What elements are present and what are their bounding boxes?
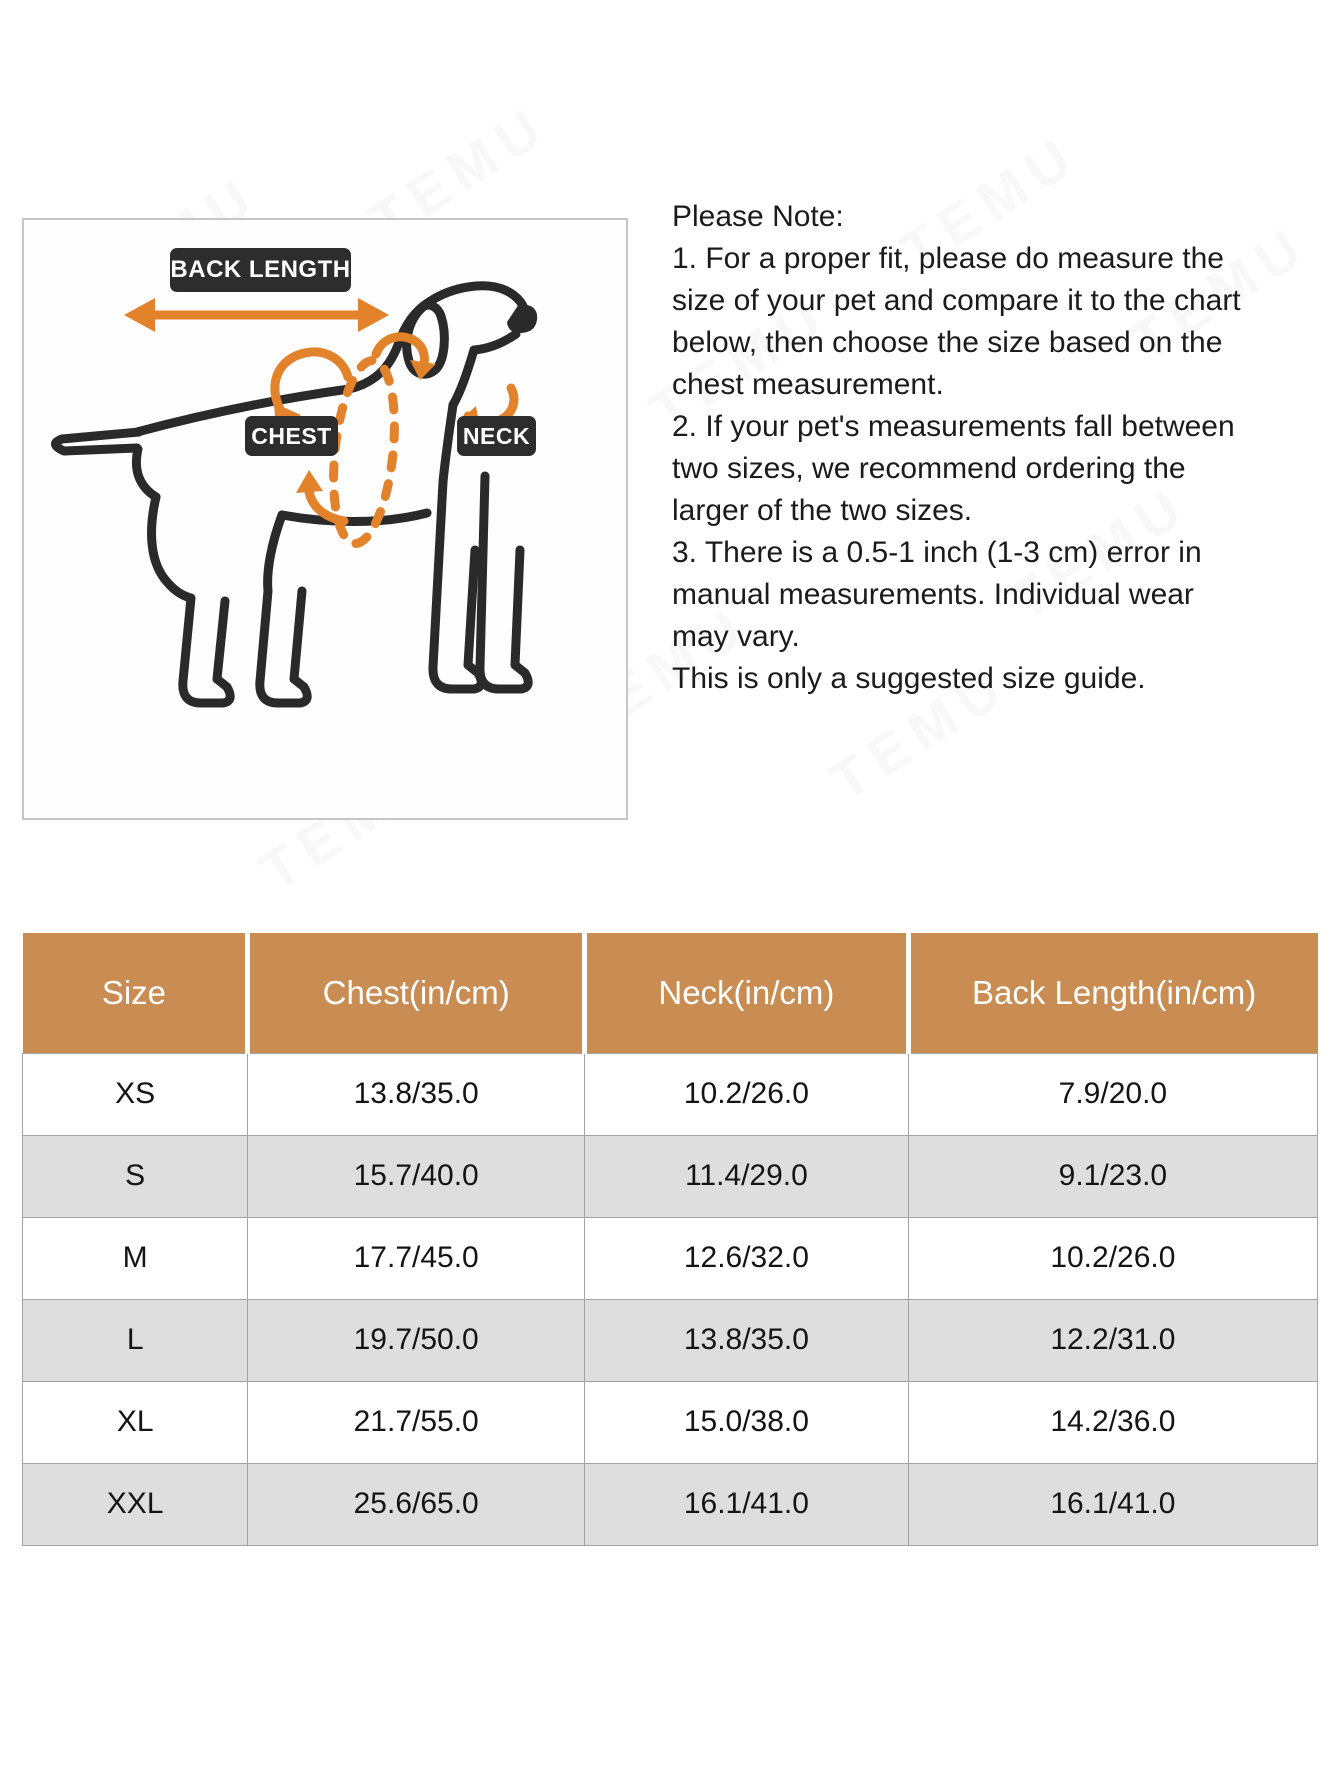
column-header: Back Length(in/cm) [908,933,1317,1053]
table-cell: XS [23,1053,248,1135]
column-header: Chest(in/cm) [248,933,585,1053]
table-cell: 21.7/55.0 [248,1381,585,1463]
dog-line-art [24,220,626,818]
table-cell: L [23,1299,248,1381]
table-cell: 13.8/35.0 [248,1053,585,1135]
table-row [23,1381,1318,1463]
dog-jaw [474,334,516,350]
table-row [23,1299,1318,1381]
chest-up-arrowhead [296,470,323,493]
table-row [23,1217,1318,1299]
dog-measurement-diagram [22,218,628,820]
note-line: may vary. [672,620,800,653]
back-length-arrowhead-right [358,298,389,332]
note-line: manual measurements. Individual wear [672,578,1194,611]
column-header: Size [23,933,248,1053]
table-cell: 12.2/31.0 [908,1299,1317,1381]
table-cell: 25.6/65.0 [248,1463,585,1545]
table-cell: 13.8/35.0 [585,1299,909,1381]
dog-front-leg-far [480,476,528,689]
note-line: larger of the two sizes. [672,494,973,527]
column-header: Neck(in/cm) [585,933,909,1053]
dog-chest-front [443,405,453,482]
table-cell: 16.1/41.0 [585,1463,909,1545]
table-cell: 12.6/32.0 [585,1217,909,1299]
table-cell: S [23,1135,248,1217]
note-line: 2. If your pet's measurements fall between [672,410,1235,443]
size-table-body [23,1053,1318,1545]
dog-throat [453,350,474,405]
chest-label-badge: CHEST [245,416,338,456]
table-row [23,1463,1318,1545]
table-cell: M [23,1217,248,1299]
table-cell: 7.9/20.0 [908,1053,1317,1135]
note-line: This is only a suggested size guide. [672,662,1146,695]
table-cell: 15.0/38.0 [585,1381,909,1463]
note-line: 1. For a proper fit, please do measure the [672,242,1224,275]
back-length-label-badge: BACK LENGTH [170,248,351,292]
dog-hind-leg-far [152,497,231,703]
size-table-header [23,933,1318,1053]
neck-label-badge: NECK [457,416,536,456]
table-row [23,1135,1318,1217]
table-cell: 17.7/45.0 [248,1217,585,1299]
table-cell: XL [23,1381,248,1463]
dog-front-leg-near [433,482,481,689]
table-cell: XXL [23,1463,248,1545]
table-cell: 16.1/41.0 [908,1463,1317,1545]
note-line: two sizes, we recommend ordering the [672,452,1186,485]
dog-nose [507,304,537,333]
table-cell: 10.2/26.0 [585,1053,909,1135]
dog-rump [136,449,156,497]
note-line: size of your pet and compare it to the chart [672,284,1241,317]
table-cell: 14.2/36.0 [908,1381,1317,1463]
note-line: below, then choose the size based on the [672,326,1223,359]
note-text [672,196,1252,700]
size-table [22,933,1318,1546]
table-row [23,1053,1318,1135]
size-table-section [22,933,1318,1546]
table-cell: 11.4/29.0 [585,1135,909,1217]
dog-hind-leg-near [260,515,307,703]
back-length-arrowhead-left [124,298,155,332]
table-cell: 19.7/50.0 [248,1299,585,1381]
dog-tail [55,432,139,451]
table-cell: 15.7/40.0 [248,1135,585,1217]
table-cell: 9.1/23.0 [908,1135,1317,1217]
note-line: 3. There is a 0.5-1 inch (1-3 cm) error in [672,536,1202,569]
table-cell: 10.2/26.0 [908,1217,1317,1299]
note-line: chest measurement. [672,368,944,401]
note-line: Please Note: [672,200,844,233]
dog-belly [282,513,427,522]
